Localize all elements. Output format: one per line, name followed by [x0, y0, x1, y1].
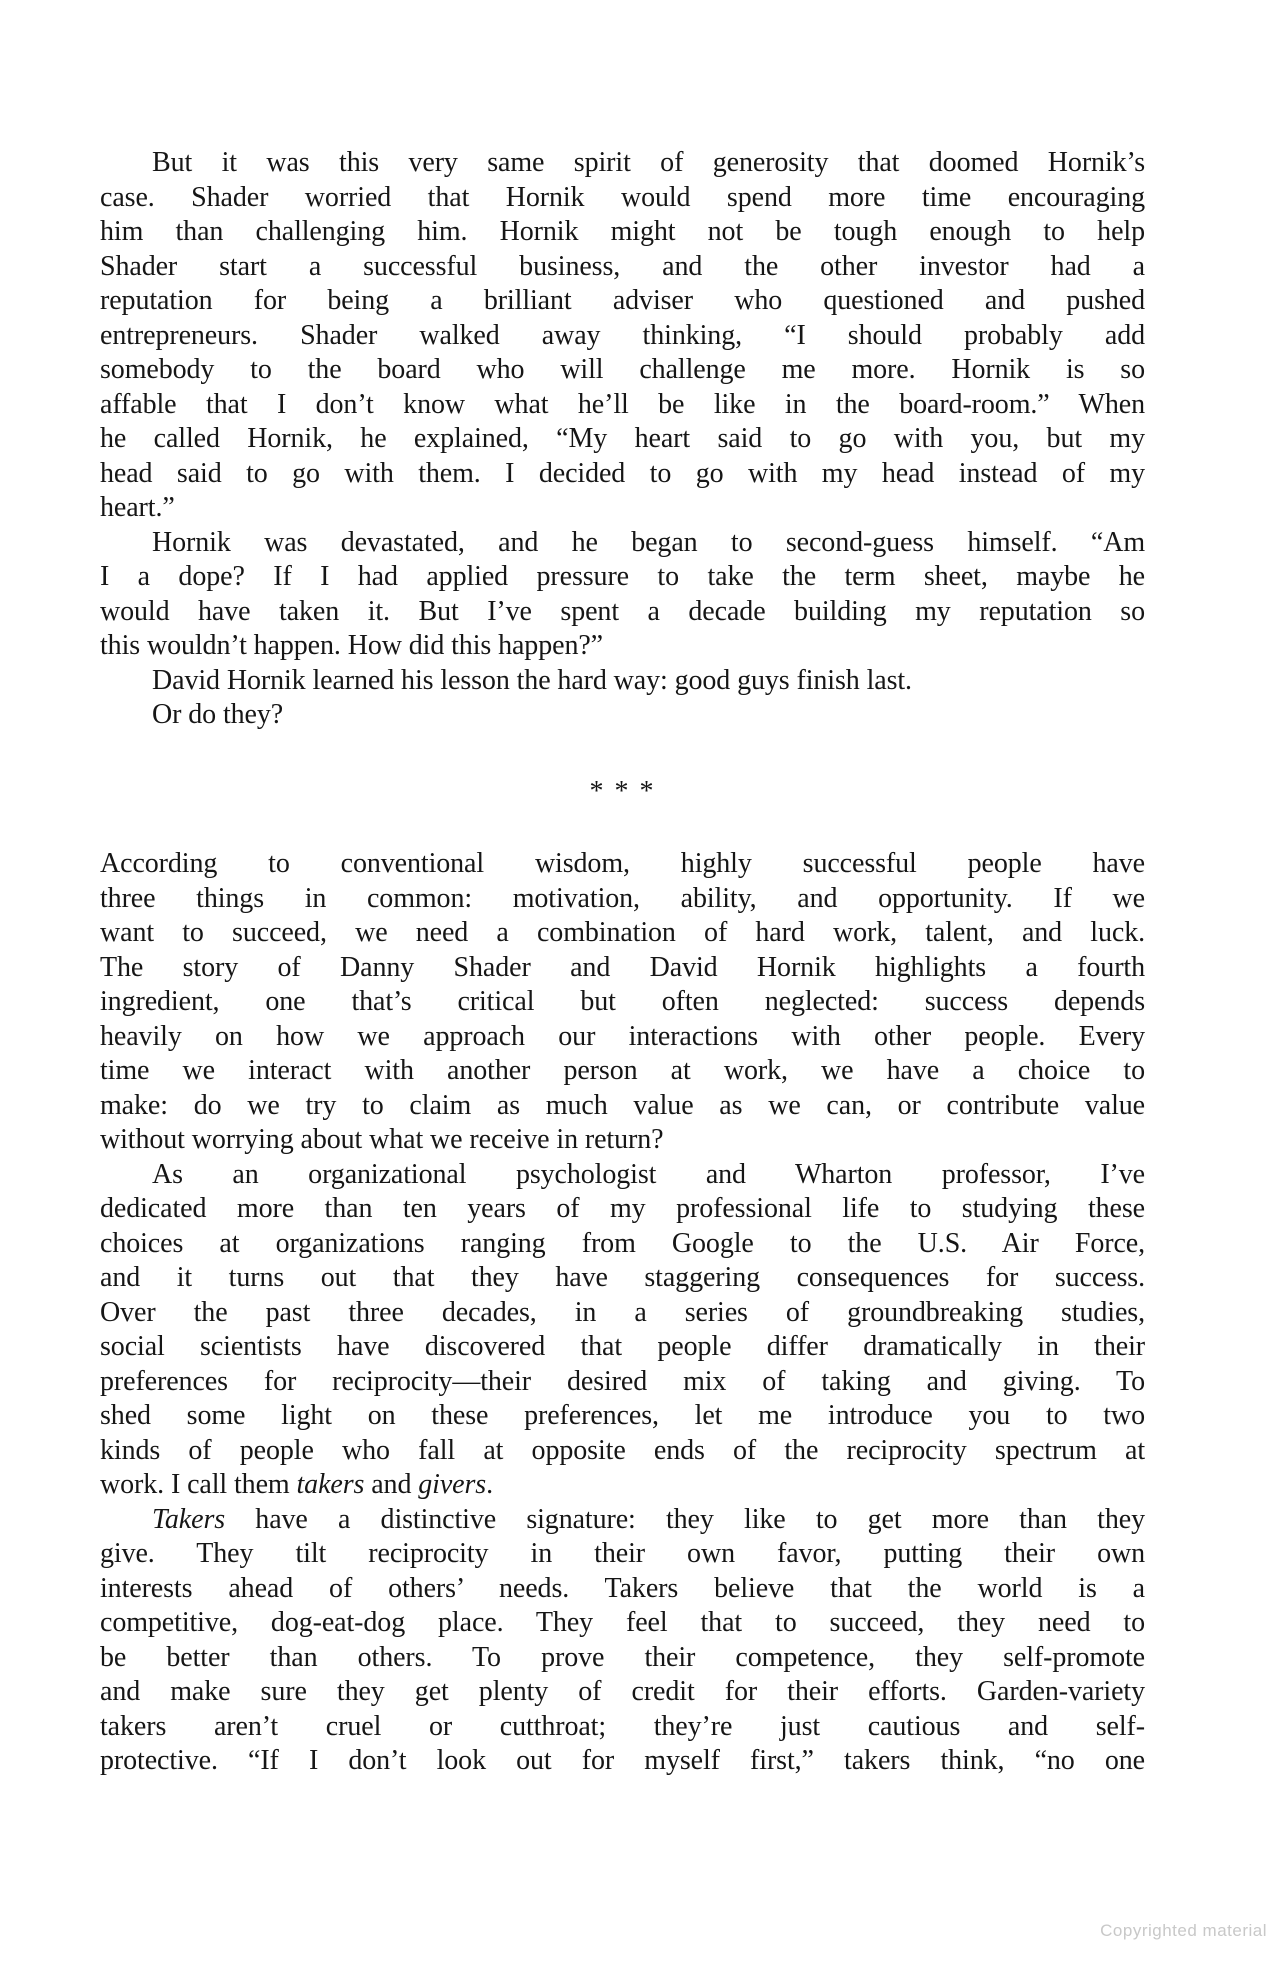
text-line: takers aren’t cruel or cutthroat; they’re just cautious and self-	[100, 1710, 1145, 1742]
text-line: without worrying about what we receive in return?	[100, 1124, 664, 1155]
italic-text: givers	[418, 1469, 487, 1500]
text-line: Hornik was devastated, and he began to second-guess himself. “Am	[152, 526, 1145, 558]
text-line: time we interact with another person at work, we have a choice to	[100, 1055, 1145, 1086]
text-line: give. They tilt reciprocity in their own favor, putting their own	[100, 1538, 1145, 1569]
paragraph	[100, 1158, 1145, 1503]
text-line: be better than others. To prove their competence, they self-promote	[100, 1641, 1145, 1673]
paragraph	[100, 1503, 1145, 1779]
text-line: The story of Danny Shader and David Hornik highlights a fourth	[100, 951, 1145, 983]
section-break-separator: * * *	[589, 775, 656, 807]
copyright-watermark: Copyrighted material	[1100, 1921, 1267, 1940]
text-line: ingredient, one that’s critical but often neglected: success depends	[100, 986, 1145, 1017]
text-line: him than challenging him. Hornik might not be tough enough to help	[100, 216, 1145, 247]
text-line: David Hornik learned his lesson the hard way: good guys finish last.	[152, 664, 912, 696]
text-line: three things in common: motivation, ability, and opportunity. If we	[100, 882, 1145, 914]
paragraph	[100, 146, 1145, 526]
text-line: make: do we try to claim as much value as we can, or contribute value	[100, 1089, 1145, 1121]
text-line: somebody to the board who will challenge me more. Hornik is so	[100, 354, 1145, 385]
text-line: social scientists have discovered that people differ dramatically in their	[100, 1331, 1145, 1362]
text-line: head said to go with them. I decided to go with my head instead of my	[100, 457, 1145, 489]
text-line: he called Hornik, he explained, “My heart said to go with you, but my	[100, 423, 1145, 454]
text-line: this wouldn’t happen. How did this happen?”	[100, 630, 603, 661]
text-line: reputation for being a brilliant adviser who questioned and pushed	[100, 285, 1145, 316]
text-line: heavily on how we approach our interactions with other people. Every	[100, 1020, 1145, 1052]
paragraph	[100, 847, 1145, 1158]
section-reciprocity-intro	[100, 847, 1145, 1779]
italic-text: takers	[296, 1469, 365, 1500]
section-hornik-story	[100, 146, 1145, 733]
text-line: want to succeed, we need a combination of hard work, talent, and luck.	[100, 917, 1145, 948]
text-line: kinds of people who fall at opposite ends of the reciprocity spectrum at	[100, 1434, 1145, 1466]
text-line: But it was this very same spirit of generosity that doomed Hornik’s	[152, 147, 1145, 178]
text-line: interests ahead of others’ needs. Takers believe that the world is a	[100, 1572, 1145, 1604]
text-line: competitive, dog-eat-dog place. They feel that to succeed, they need to	[100, 1607, 1145, 1638]
text-line: I a dope? If I had applied pressure to take the term sheet, maybe he	[100, 561, 1145, 592]
paragraph	[100, 698, 1145, 733]
text-line: work. I call them takers and givers.	[100, 1469, 493, 1500]
text-line: According to conventional wisdom, highly successful people have	[100, 848, 1145, 879]
text-line: As an organizational psychologist and Wharton professor, I’ve	[152, 1158, 1145, 1190]
text-line: and make sure they get plenty of credit for their efforts. Garden-variety	[100, 1676, 1145, 1707]
text-line: Shader start a successful business, and the other investor had a	[100, 250, 1145, 282]
paragraph	[100, 526, 1145, 664]
text-line: and it turns out that they have staggering consequences for success.	[100, 1262, 1145, 1293]
text-line: Over the past three decades, in a series of groundbreaking studies,	[100, 1296, 1145, 1328]
page-text	[100, 146, 1145, 1779]
text-line: shed some light on these preferences, let me introduce you to two	[100, 1400, 1145, 1431]
text-line: Or do they?	[152, 699, 284, 730]
text-line: choices at organizations ranging from Google to the U.S. Air Force,	[100, 1227, 1145, 1259]
paragraph	[100, 664, 1145, 699]
text-line: would have taken it. But I’ve spent a decade building my reputation so	[100, 595, 1145, 627]
text-line: heart.”	[100, 492, 175, 523]
text-line: dedicated more than ten years of my professional life to studying these	[100, 1193, 1145, 1224]
text-line: case. Shader worried that Hornik would spend more time encouraging	[100, 181, 1145, 213]
text-line: preferences for reciprocity—their desired mix of taking and giving. To	[100, 1365, 1145, 1397]
text-line: Takers have a distinctive signature: they like to get more than they	[152, 1503, 1145, 1535]
text-line: entrepreneurs. Shader walked away thinking, “I should probably add	[100, 319, 1145, 351]
text-line: protective. “If I don’t look out for myself first,” takers think, “no one	[100, 1745, 1145, 1776]
italic-text: Takers	[152, 1503, 226, 1535]
text-line: affable that I don’t know what he’ll be like in the board-room.” When	[100, 388, 1145, 420]
